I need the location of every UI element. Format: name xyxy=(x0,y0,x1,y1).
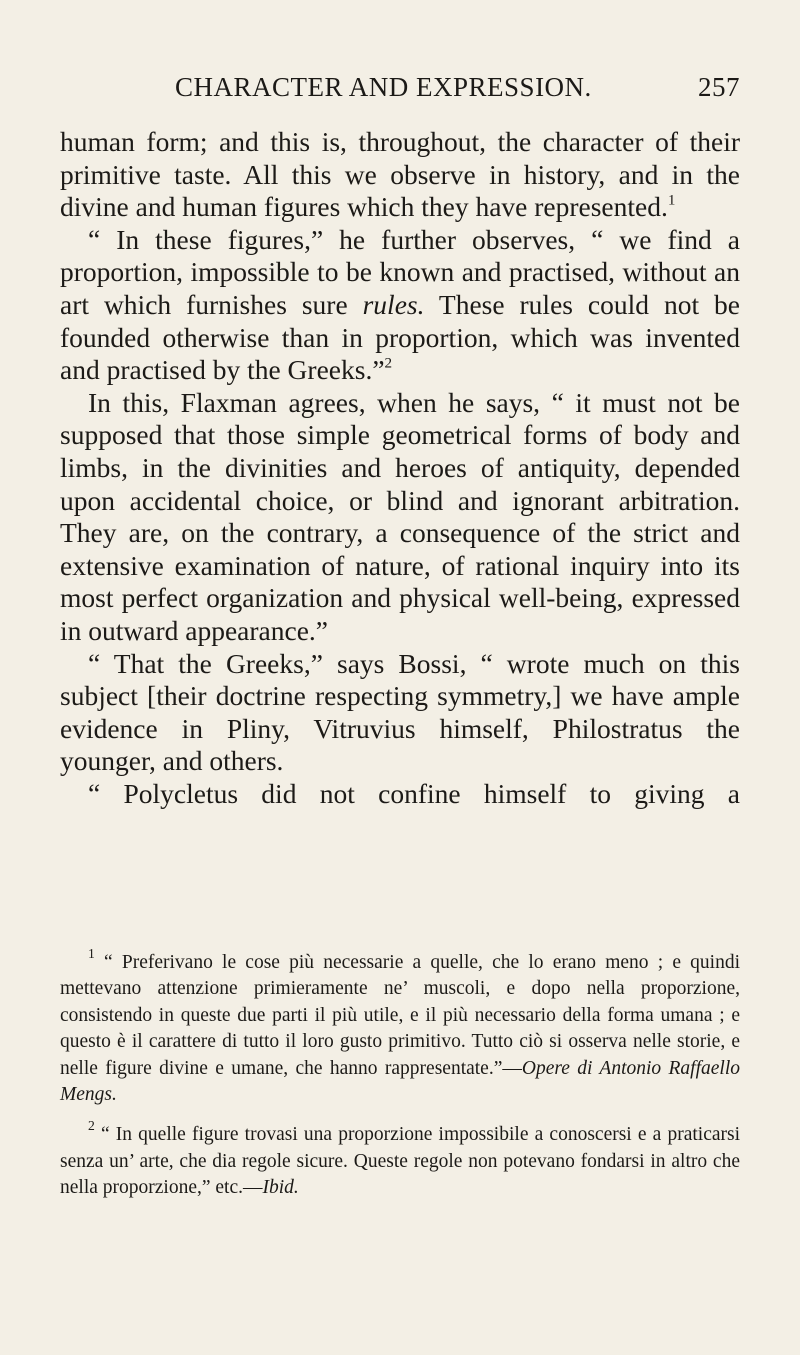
running-head xyxy=(60,72,740,108)
footnote-ref-2: 2 xyxy=(384,355,393,372)
footnote-1-text: “ Preferivano le cose più necessarie a quelle, che lo erano meno ; e quindi mettevano attenzione primieramente ne’ muscoli, e dopo nella proporzione, consistendo in queste due parti il più utile, e il più necessario della forma umana ; e questo è il carattere di tutto il loro gusto primitivo. Tutto ciò si osserva nelle storie, e nelle figure divine e umane, che hanno rappresentate.”— xyxy=(60,952,741,1079)
paragraph-2-italic-rules: rules. xyxy=(362,288,425,320)
paragraph-3 xyxy=(60,387,740,648)
paragraph-3-text: In this, Flaxman agrees, when he says, “ it must not be supposed that those simple geometrical forms of body and limbs, in the divinities and heroes of antiquity, depended upon accidental choice, or blind and ignorant arbitration. They are, on the contrary, a consequence of the strict and extensive examination of nature, of rational inquiry into its most perfect organization and physical well-being, expressed in outward appearance.” xyxy=(60,386,740,646)
footnote-1 xyxy=(60,945,741,1108)
running-head-title: CHARACTER AND EXPRESSION. xyxy=(175,72,592,102)
paragraph-1-text: human form; and this is, throughout, the character of their primitive taste. All this we observe in history, and in the divine and human figures which they have represented. xyxy=(60,126,740,223)
footnotes xyxy=(60,945,741,1202)
paragraph-5-text: “ Polycletus did not confine himself to giving a xyxy=(88,777,740,809)
paragraph-2-text-b: These rules could not be founded otherwise than in proportion, which was invented and practised by the Greeks.” xyxy=(60,288,740,386)
page-number: 257 xyxy=(698,72,740,102)
paragraph-2 xyxy=(60,224,740,387)
paragraph-1 xyxy=(60,126,740,224)
paragraph-4 xyxy=(60,648,740,778)
footnote-1-number: 1 xyxy=(88,945,95,961)
footnote-2-source: Ibid. xyxy=(262,1177,299,1199)
footnote-2-number: 2 xyxy=(88,1118,95,1134)
footnote-2-text: “ In quelle figure trovasi una proporzione impossibile a conoscersi e a praticarsi senza un’ arte, che dia regole sicure. Queste regole non potevano fondarsi in altro che nella proporzione,” etc.— xyxy=(60,1124,741,1199)
footnote-1-source: Opere di Antonio Raffaello Mengs. xyxy=(60,1057,740,1106)
paragraph-2-text-a: “ In these figures,” he further observes, “ we find a proportion, impossible to be known and practised, without an art which furnishes sure xyxy=(60,223,740,320)
paragraph-5 xyxy=(60,778,740,811)
paragraph-4-text: “ That the Greeks,” says Bossi, “ wrote much on this subject [their doctrine respecting symmetry,] we have ample evidence in Pliny, Vitruvius himself, Philostratus the younger, and others. xyxy=(60,647,740,777)
footnote-ref-1: 1 xyxy=(667,192,676,209)
footnote-2 xyxy=(60,1118,741,1201)
body-text xyxy=(60,126,740,810)
